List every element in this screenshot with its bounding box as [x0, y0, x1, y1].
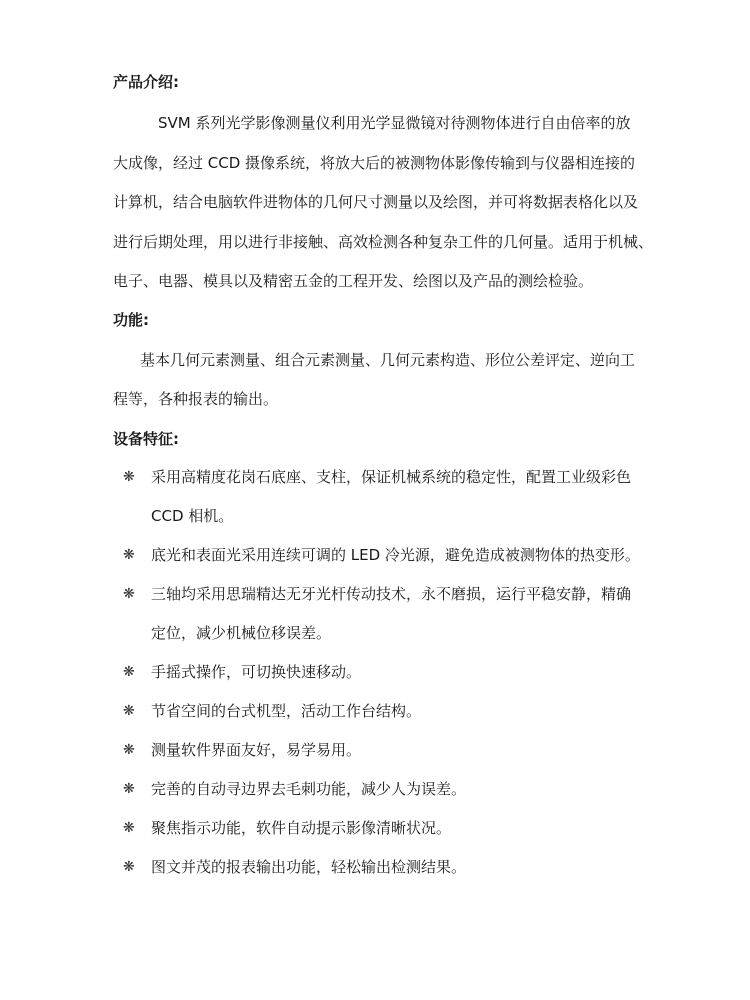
bullet-icon: ❋: [123, 781, 135, 797]
feature-item-text: 节省空间的台式机型，活动工作台结构。: [151, 702, 422, 720]
feature-item-text: 完善的自动寻边界去毛刺功能，减少人为误差。: [151, 780, 467, 798]
bullet-icon: ❋: [123, 469, 135, 485]
feature-item-text: 采用高精度花岗石底座、支柱，保证机械系统的稳定性，配置工业级彩色: [151, 468, 632, 486]
feature-item-text: 三轴均采用思瑞精达无牙光杆传动技术，永不磨损，运行平稳安静，精确: [151, 585, 632, 603]
intro-heading: 产品介绍:: [113, 73, 179, 91]
intro-line: 计算机，结合电脑软件进物体的几何尺寸测量以及绘图，并可将数据表格化以及: [113, 193, 639, 211]
feature-item-text: 手摇式操作，可切换快速移动。: [151, 663, 362, 681]
intro-line: 进行后期处理，用以进行非接触、高效检测各种复杂工件的几何量。适用于机械、: [113, 233, 654, 251]
bullet-icon: ❋: [123, 859, 135, 875]
feature-item-text: 图文并茂的报表输出功能，轻松输出检测结果。: [151, 858, 467, 876]
feature-item-text: 定位，减少机械位移误差。: [151, 624, 332, 642]
feature-item-text: 聚焦指示功能，软件自动提示影像清晰状况。: [151, 819, 452, 837]
features-heading: 设备特征:: [113, 430, 179, 448]
intro-line: 大成像，经过 CCD 摄像系统，将放大后的被测物体影像传输到与仪器相连接的: [113, 154, 636, 172]
bullet-icon: ❋: [123, 547, 135, 563]
bullet-icon: ❋: [123, 664, 135, 680]
bullet-icon: ❋: [123, 742, 135, 758]
bullet-icon: ❋: [123, 586, 135, 602]
intro-line: 电子、电器、模具以及精密五金的工程开发、绘图以及产品的测绘检验。: [113, 272, 594, 290]
bullet-icon: ❋: [123, 820, 135, 836]
feature-item-text: CCD 相机。: [151, 507, 234, 525]
feature-item-text: 底光和表面光采用连续可调的 LED 冷光源，避免造成被测物体的热变形。: [151, 546, 640, 564]
function-heading: 功能:: [113, 311, 149, 329]
bullet-icon: ❋: [123, 703, 135, 719]
function-line: 基本几何元素测量、组合元素测量、几何元素构造、形位公差评定、逆向工: [140, 351, 636, 369]
intro-line: SVM 系列光学影像测量仪利用光学显微镜对待测物体进行自由倍率的放: [158, 114, 631, 132]
feature-item-text: 测量软件界面友好，易学易用。: [151, 741, 362, 759]
function-line: 程等，各种报表的输出。: [113, 390, 279, 408]
